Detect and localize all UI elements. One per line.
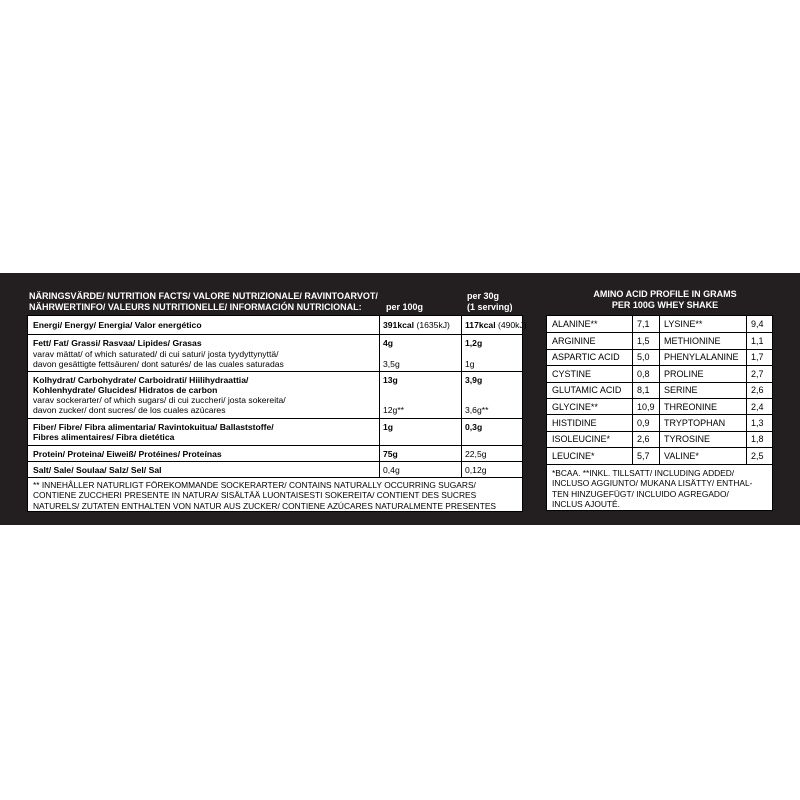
amino-acid-name: METHIONINE <box>664 335 721 346</box>
amino-acid-value: 0,8 <box>637 368 650 379</box>
table-row-footnote <box>28 477 522 512</box>
table-row-salt <box>28 461 522 477</box>
energy-label: Energi/ Energy/ Energia/ Valor energético <box>33 320 202 330</box>
bcaa-footnote: *BCAA. **INKL. TILLSATT/ INCLUDING ADDED/ INCLUSO AGGIUNTO/ MUKANA LISÄTTY/ ENTHAL- TEN HINZUGEFÜGT/ INCLUIDO AGREGADO/ INCLUS AJOUTÉ. <box>552 468 753 510</box>
amino-acid-value: 0,9 <box>637 417 650 428</box>
protein-label: Protein/ Proteina/ Eiweiß/ Protéines/ Proteínas <box>33 449 222 459</box>
amino-acid-value: 10,9 <box>637 401 655 412</box>
carbohydrate-per-30g: 3,9g <box>465 375 483 385</box>
sugars-per-100g: 12g** <box>383 405 405 415</box>
sugars-footnote: ** INNEHÅLLER NATURLIGT FÖREKOMMANDE SOCKERARTER/ CONTAINS NATURALLY OCCURRING SUGARS/ CONTIENE ZUCCHERI PRESENTE IN NATURA/ SISÄLTÄÄ LUONTAISESTI SOKEREITA/ CONTIENT DES SUCRES NATURELS/ ZUTATEN ENTHALTEN VON NATUR AUS ZUCKER/ CONTIENE AZÚCARES NATURALMENTE PRESENTES <box>33 480 497 511</box>
fiber-label-line-2: Fibres alimentaires/ Fibra dietética <box>33 432 175 442</box>
nutrition-title-line-2: NÄHRWERTINFO/ VALEURS NUTRITIONELLE/ INFORMACIÓN NUTRICIONAL: <box>29 302 362 312</box>
protein-per-30g: 22,5g <box>465 449 487 459</box>
salt-per-30g: 0,12g <box>465 465 487 475</box>
amino-acid-value: 5,7 <box>637 450 650 461</box>
amino-row <box>547 447 772 463</box>
sugars-label-line-1: varav sockerarter/ of which sugars/ di cui zuccheri/ josta sokereita/ <box>33 395 286 405</box>
amino-acid-name: ARGININE <box>552 335 596 346</box>
amino-row <box>547 332 772 348</box>
fiber-per-100g: 1g <box>383 422 394 432</box>
amino-acid-name: GLYCINE** <box>552 401 598 412</box>
nutrition-title-line-1: NÄRINGSVÄRDE/ NUTRITION FACTS/ VALORE NUTRIZIONALE/ RAVINTOARVOT/ <box>29 291 378 301</box>
amino-acid-name: SERINE <box>664 385 698 396</box>
amino-acid-name: TRYPTOPHAN <box>664 417 726 428</box>
table-row-fiber <box>28 418 522 445</box>
amino-row <box>547 365 772 381</box>
fiber-per-30g: 0,3g <box>465 422 483 432</box>
amino-acid-name: PROLINE <box>664 368 704 379</box>
amino-table-bottom-rule <box>547 464 772 465</box>
energy-per-30g: 117kcal (490kJ) <box>465 320 527 330</box>
saturated-label-line-2: davon gesättigte fettsäuren/ dont saturés/ de las cuales saturadas <box>33 358 284 369</box>
amino-acid-value: 2,4 <box>751 401 764 412</box>
amino-acid-value: 2,6 <box>637 434 650 445</box>
saturated-per-100g: 3,5g <box>383 358 400 369</box>
amino-acid-name: TYROSINE <box>664 434 711 445</box>
amino-row <box>547 414 772 430</box>
amino-acid-name: ASPARTIC ACID <box>552 352 620 363</box>
amino-acid-value: 8,1 <box>637 385 650 396</box>
fat-label: Fett/ Fat/ Grassi/ Rasvaa/ Lipides/ Grasas <box>33 338 202 348</box>
protein-per-100g: 75g <box>383 449 398 459</box>
amino-acid-value: 1,1 <box>751 335 764 346</box>
salt-per-100g: 0,4g <box>383 465 400 475</box>
amino-acid-name: HISTIDINE <box>552 417 597 428</box>
sugars-per-30g: 3,6g** <box>465 405 489 415</box>
saturated-label-line-1: varav mättat/ of which saturated/ di cui saturi/ josta tyydyttynyttä/ <box>33 348 279 359</box>
amino-acid-name: VALINE* <box>664 450 699 461</box>
amino-acid-name: ISOLEUCINE* <box>552 434 611 445</box>
table-row-fat <box>28 334 522 371</box>
table-row-energy <box>28 316 527 334</box>
carbohydrate-label-line-1: Kolhydrat/ Carbohydrate/ Carboidrati/ Hiilihydraattia/ <box>33 375 249 385</box>
amino-acid-value: 1,7 <box>751 352 764 363</box>
amino-acid-table <box>546 315 773 511</box>
fat-per-100g: 4g <box>383 338 394 348</box>
amino-acid-value: 1,3 <box>751 417 764 428</box>
amino-row <box>547 382 772 398</box>
amino-acid-name: PHENYLALANINE <box>664 352 739 363</box>
amino-acid-name: LYSINE** <box>664 318 703 329</box>
saturated-per-30g: 1g <box>465 358 475 369</box>
salt-label: Salt/ Sale/ Soulaa/ Salz/ Sel/ Sal <box>33 465 162 475</box>
amino-row <box>547 431 772 447</box>
serving-header: (1 serving) <box>467 302 513 312</box>
nutrition-facts-table <box>27 315 527 512</box>
energy-per-100g: 391kcal (1635kJ) <box>383 320 450 330</box>
fiber-label-line-1: Fiber/ Fibre/ Fibra alimentaria/ Ravintokuitua/ Ballaststoffe/ <box>33 422 274 432</box>
carbohydrate-per-100g: 13g <box>383 375 398 385</box>
amino-acid-value: 5,0 <box>637 352 650 363</box>
amino-acid-value: 2,7 <box>751 368 764 379</box>
per-30g-header: per 30g <box>467 291 500 301</box>
amino-row <box>547 349 772 365</box>
carbohydrate-label-line-2: Kohlenhydrate/ Glucides/ Hidratos de carbon <box>33 385 218 395</box>
amino-acid-name: THREONINE <box>664 401 718 412</box>
amino-row <box>547 316 772 332</box>
amino-acid-name: CYSTINE <box>552 368 592 379</box>
amino-row <box>547 398 772 414</box>
table-row-carbohydrate <box>28 371 522 418</box>
amino-acid-title: AMINO ACID PROFILE IN GRAMS PER 100G WHEY SHAKE <box>593 289 737 310</box>
fat-per-30g: 1,2g <box>465 338 483 348</box>
table-row-protein <box>28 445 522 461</box>
amino-acid-value: 2,5 <box>751 450 764 461</box>
amino-acid-name: ALANINE** <box>552 318 598 329</box>
amino-acid-value: 2,6 <box>751 385 764 396</box>
amino-acid-value: 9,4 <box>751 318 764 329</box>
amino-acid-value: 7,1 <box>637 318 650 329</box>
sugars-label-line-2: davon zucker/ dont sucres/ de los cuales azúcares <box>33 405 226 415</box>
amino-acid-value: 1,8 <box>751 434 764 445</box>
amino-acid-name: GLUTAMIC ACID <box>552 385 622 396</box>
per-100g-header: per 100g <box>386 302 424 312</box>
amino-acid-name: LEUCINE* <box>552 450 595 461</box>
amino-acid-value: 1,5 <box>637 335 650 346</box>
